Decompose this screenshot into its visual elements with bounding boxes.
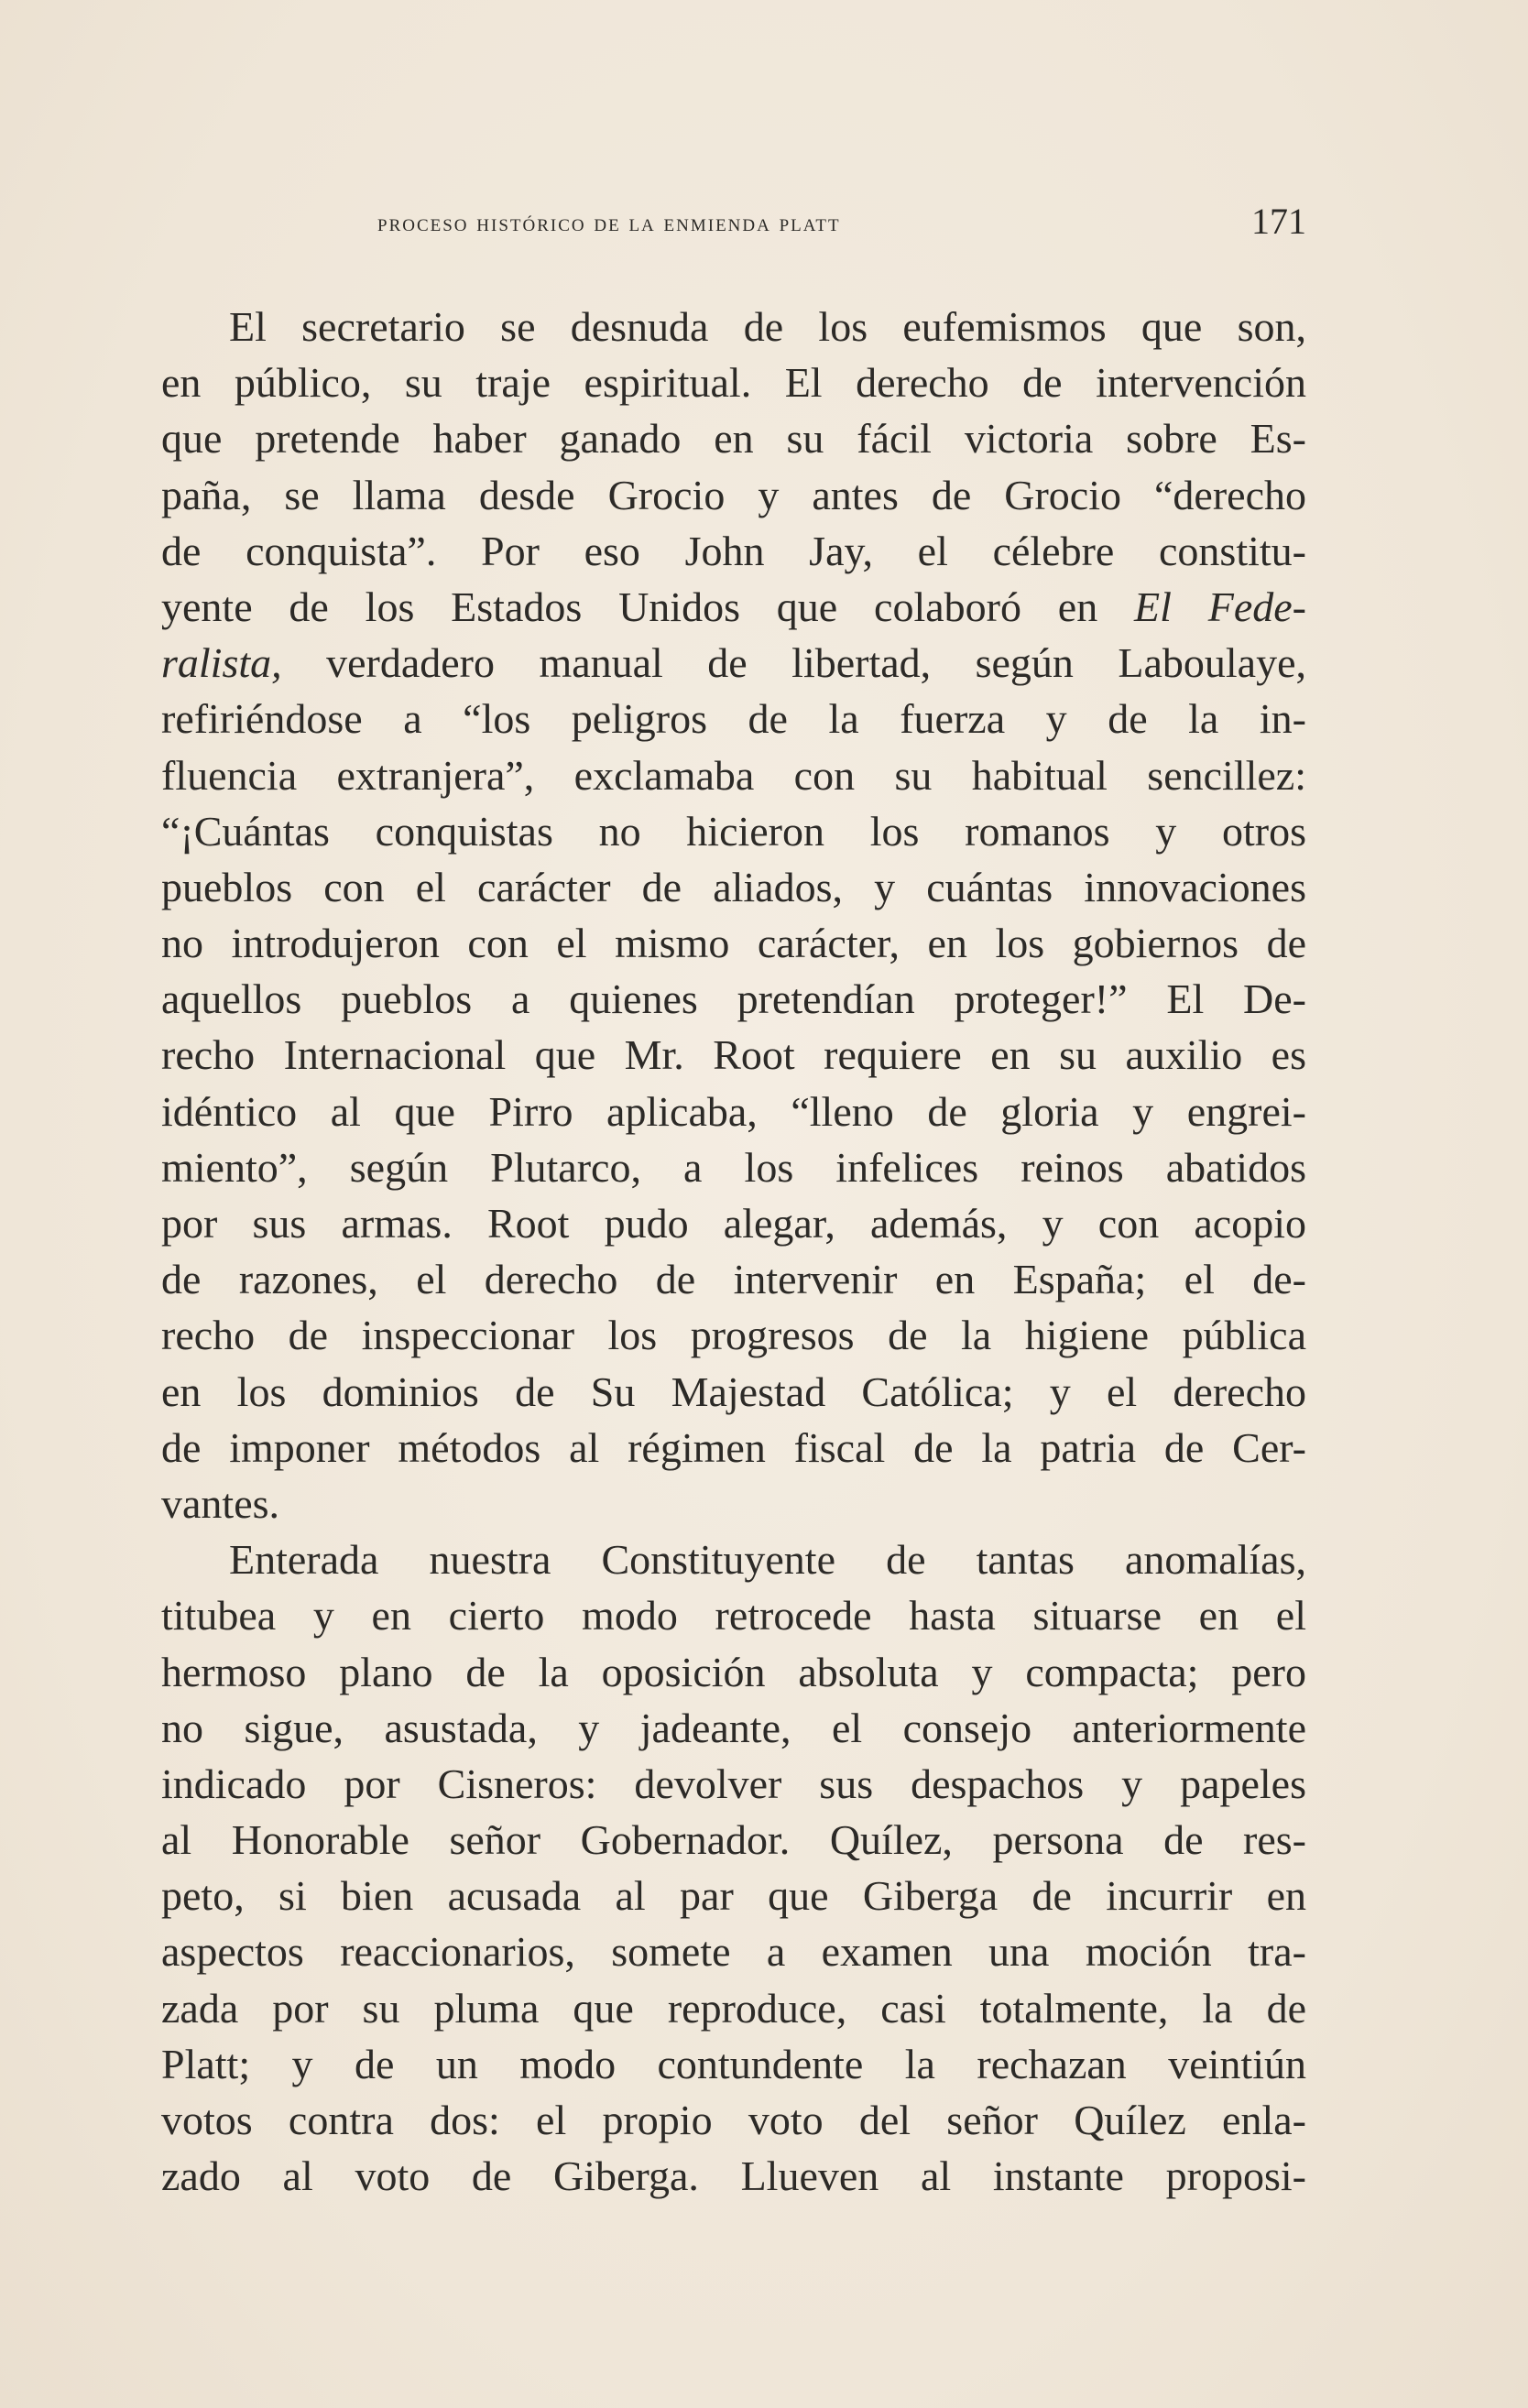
text-segment: verdadero manual de libertad, según Laboulaye, (326, 639, 1307, 687)
text-line: hermoso plano de la oposición absoluta y compacta; pero (161, 1648, 1306, 1695)
text-line: El secretario se desnuda de los eufemismos que son, (229, 303, 1306, 350)
text-line: votos contra dos: el propio voto del señor Quílez enla- (161, 2097, 1306, 2143)
paragraph (161, 299, 1306, 1531)
body-text (161, 299, 1306, 2204)
text-line: de imponer métodos al régimen fiscal de la patria de Cer- (161, 1423, 1306, 1471)
text-line: no introdujeron con el mismo carácter, en los gobiernos de (161, 920, 1306, 967)
text-line: zado al voto de Giberga. Llueven al instante proposi- (161, 2152, 1306, 2200)
text-line: pueblos con el carácter de aliados, y cuántas innovaciones (161, 863, 1306, 910)
text-line: peto, si bien acusada al par que Giberga de incurrir en (161, 1872, 1306, 1920)
text-line: fluencia extranjera”, exclamaba con su habitual sencillez: (161, 751, 1306, 799)
running-header (161, 200, 1306, 242)
text-line: recho de inspeccionar los progresos de la higiene pública (161, 1312, 1306, 1359)
text-line: refiriéndose a “los peligros de la fuerza y de la in- (161, 695, 1306, 743)
text-line: de conquista”. Por eso John Jay, el célebre constitu- (161, 527, 1306, 574)
text-line: aquellos pueblos a quienes pretendían proteger!” El De- (161, 975, 1306, 1023)
paragraph (161, 1531, 1306, 2204)
text-line: miento”, según Plutarco, a los infelices reinos abatidos (161, 1143, 1306, 1191)
text-line: por sus armas. Root pudo alegar, además, y con acopio (161, 1200, 1306, 1247)
running-title: proceso histórico de la enmienda platt (377, 209, 841, 236)
text-line: indicado por Cisneros: devolver sus despachos y papeles (161, 1760, 1306, 1807)
book-title-italic: ralista, (161, 639, 282, 687)
text-line: aspectos reaccionarios, somete a examen una moción tra- (161, 1928, 1306, 1976)
text-line (161, 579, 1306, 635)
text-line: vantes. (161, 1479, 280, 1527)
text-line: recho Internacional que Mr. Root requiere en su auxilio es (161, 1031, 1306, 1079)
book-title-italic: El Fede- (1134, 583, 1306, 630)
text-line: titubea y en cierto modo retrocede hasta situarse en el (161, 1592, 1306, 1640)
text-line: Enterada nuestra Constituyente de tantas anomalías, (229, 1536, 1306, 1584)
text-line: en los dominios de Su Majestad Católica; y el derecho (161, 1367, 1306, 1415)
text-line: no sigue, asustada, y jadeante, el consejo anteriormente (161, 1704, 1306, 1751)
text-line: que pretende haber ganado en su fácil victoria sobre Es- (161, 415, 1306, 463)
text-line: al Honorable señor Gobernador. Quílez, persona de res- (161, 1816, 1306, 1864)
text-line: de razones, el derecho de intervenir en España; el de- (161, 1256, 1306, 1303)
text-segment: yente de los Estados Unidos que colaboró en (161, 583, 1135, 630)
text-line: zada por su pluma que reproduce, casi totalmente, la de (161, 1984, 1306, 2032)
text-line: Platt; y de un modo contundente la rechazan veintiún (161, 2040, 1306, 2087)
text-line: paña, se llama desde Grocio y antes de Grocio “derecho (161, 471, 1306, 518)
text-line: idéntico al que Pirro aplicaba, “lleno de gloria y engrei- (161, 1087, 1306, 1135)
text-line (161, 635, 1306, 691)
text-line: “¡Cuántas conquistas no hicieron los romanos y otros (161, 807, 1306, 855)
text-line: en público, su traje espiritual. El derecho de intervención (161, 359, 1306, 407)
page-number: 171 (1251, 201, 1306, 242)
